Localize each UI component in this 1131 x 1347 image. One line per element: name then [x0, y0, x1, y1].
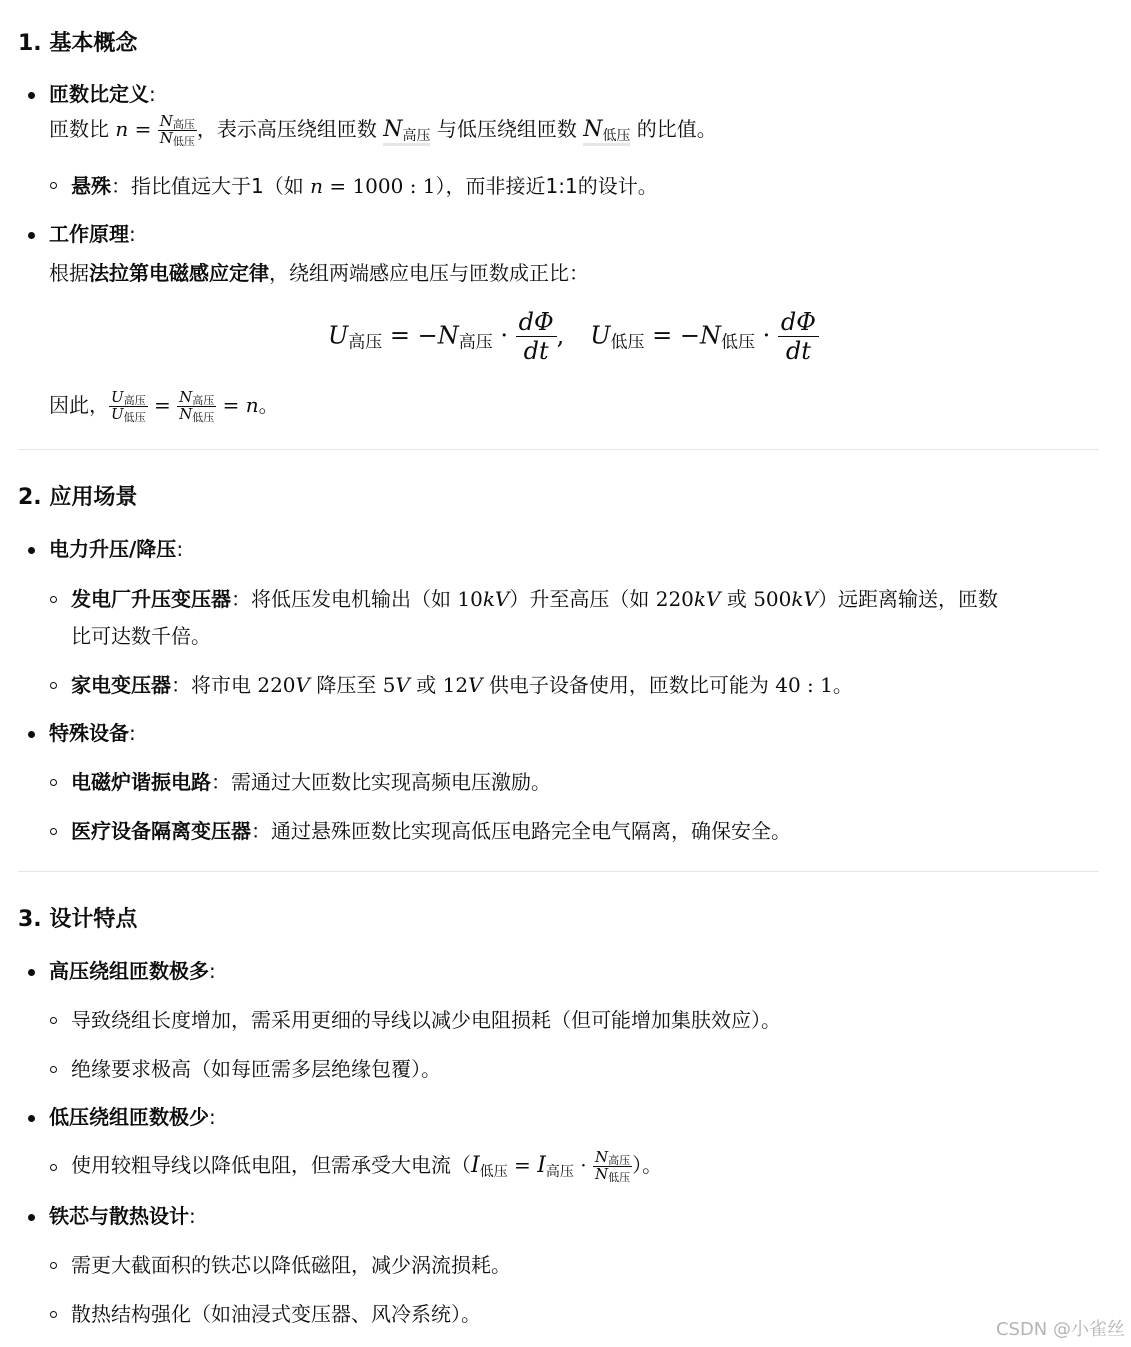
sub-bullet-ring: [50, 182, 57, 189]
item-core: 需更大截面积的铁芯以降低磁阻，减少涡流损耗。: [71, 1253, 511, 1277]
sub-bullet-ring: [50, 1311, 57, 1318]
item-insulation: 绝缘要求极高（如每匝需多层绝缘包覆）。: [71, 1057, 441, 1081]
sub-bullet-ring: [50, 596, 57, 603]
bullet-dot: [28, 547, 35, 554]
sub-bullet-ring: [50, 1262, 57, 1269]
bullet-dot: [28, 731, 35, 738]
sub-bullet-ring: [50, 779, 57, 786]
sub-bullet-ring: [50, 682, 57, 689]
sub-bullet-ring: [50, 1017, 57, 1024]
ratio-fraction: $\frac{\text{N高压}}{\text{N低压}}$: [159, 112, 195, 148]
bullet-dot: [28, 1115, 35, 1122]
ratio-definition-text: 匝数比 n = $\frac{\text{N高压}}{\text{N低压}}$ ，表示高压绕组匝数 $N_{高压}$ 与低压绕组匝数 $N_{低压}$ 的比值。: [49, 112, 717, 148]
section-divider: [18, 871, 1099, 872]
principle-text: 根据法拉第电磁感应定律，绕组两端感应电压与匝数成正比：: [49, 261, 589, 285]
item-winding-length: 导致绕组长度增加，需采用更细的导线以减少电阻损耗（但可能增加集肤效应）。: [71, 1008, 781, 1032]
faraday-formula: $U_{高压} = -N_{高压}$ · $\frac{d\Phi}{dt}$ , $U_{低压} = -N_{低压}$ · $\frac{d\Phi}{dt}$: [328, 308, 819, 365]
item-cooling: 散热结构强化（如油浸式变压器、风冷系统）。: [71, 1302, 481, 1326]
bullet-hv-winding: 高压绕组匝数极多:: [49, 959, 216, 983]
section-divider: [18, 449, 1099, 450]
section-1-title: 1. 基本概念: [18, 31, 138, 56]
item-power-plant-transformer-cont: 比可达数千倍。: [71, 624, 211, 648]
bullet-core-cooling: 铁芯与散热设计:: [49, 1204, 196, 1228]
sub-bullet-ring: [50, 1066, 57, 1073]
bullet-lv-winding: 低压绕组匝数极少:: [49, 1105, 216, 1129]
item-power-plant-transformer: 发电厂升压变压器：将低压发电机输出（如 10kV）升至高压（如 220kV 或 500kV）远距离输送，匝数: [71, 587, 998, 611]
therefore-text: 因此， $\frac{\text{U高压}}{\text{U低压}}$ = $\frac{\text{N高压}}{\text{N低压}}$ = n。: [49, 388, 279, 424]
section-3-title: 3. 设计特点: [18, 907, 138, 932]
bullet-special-equipment: 特殊设备:: [49, 721, 136, 745]
bullet-dot: [28, 92, 35, 99]
section-2-title: 2. 应用场景: [18, 485, 138, 510]
item-home-transformer: 家电变压器：将市电 220V 降压至 5V 或 12V 供电子设备使用，匝数比可能为 40 : 1。: [71, 673, 853, 697]
watermark: CSDN @小雀丝: [995, 1319, 1125, 1340]
bullet-working-principle: 工作原理:: [49, 222, 136, 246]
item-medical-isolation: 医疗设备隔离变压器：通过悬殊匝数比实现高低压电路完全电气隔离，确保安全。: [71, 819, 791, 843]
item-induction-cooker: 电磁炉谐振电路：需通过大匝数比实现高频电压激励。: [71, 770, 551, 794]
sub-item-disparity: 悬殊：指比值远大于1（如 n = 1000 : 1），而非接近1:1的设计。: [71, 174, 658, 198]
sub-bullet-ring: [50, 828, 57, 835]
bullet-power-step: 电力升压/降压:: [49, 537, 184, 561]
item-thick-wire: 使用较粗导线以降低电阻，但需承受大电流（$I_{低压} = I_{高压}$ · $\frac{\text{N高压}}{\text{N低压}}$ ）。: [71, 1148, 663, 1184]
bullet-dot: [28, 232, 35, 239]
bullet-dot: [28, 969, 35, 976]
bullet-ratio-definition: 匝数比定义:: [49, 82, 156, 106]
sub-bullet-ring: [50, 1164, 57, 1171]
bullet-dot: [28, 1214, 35, 1221]
